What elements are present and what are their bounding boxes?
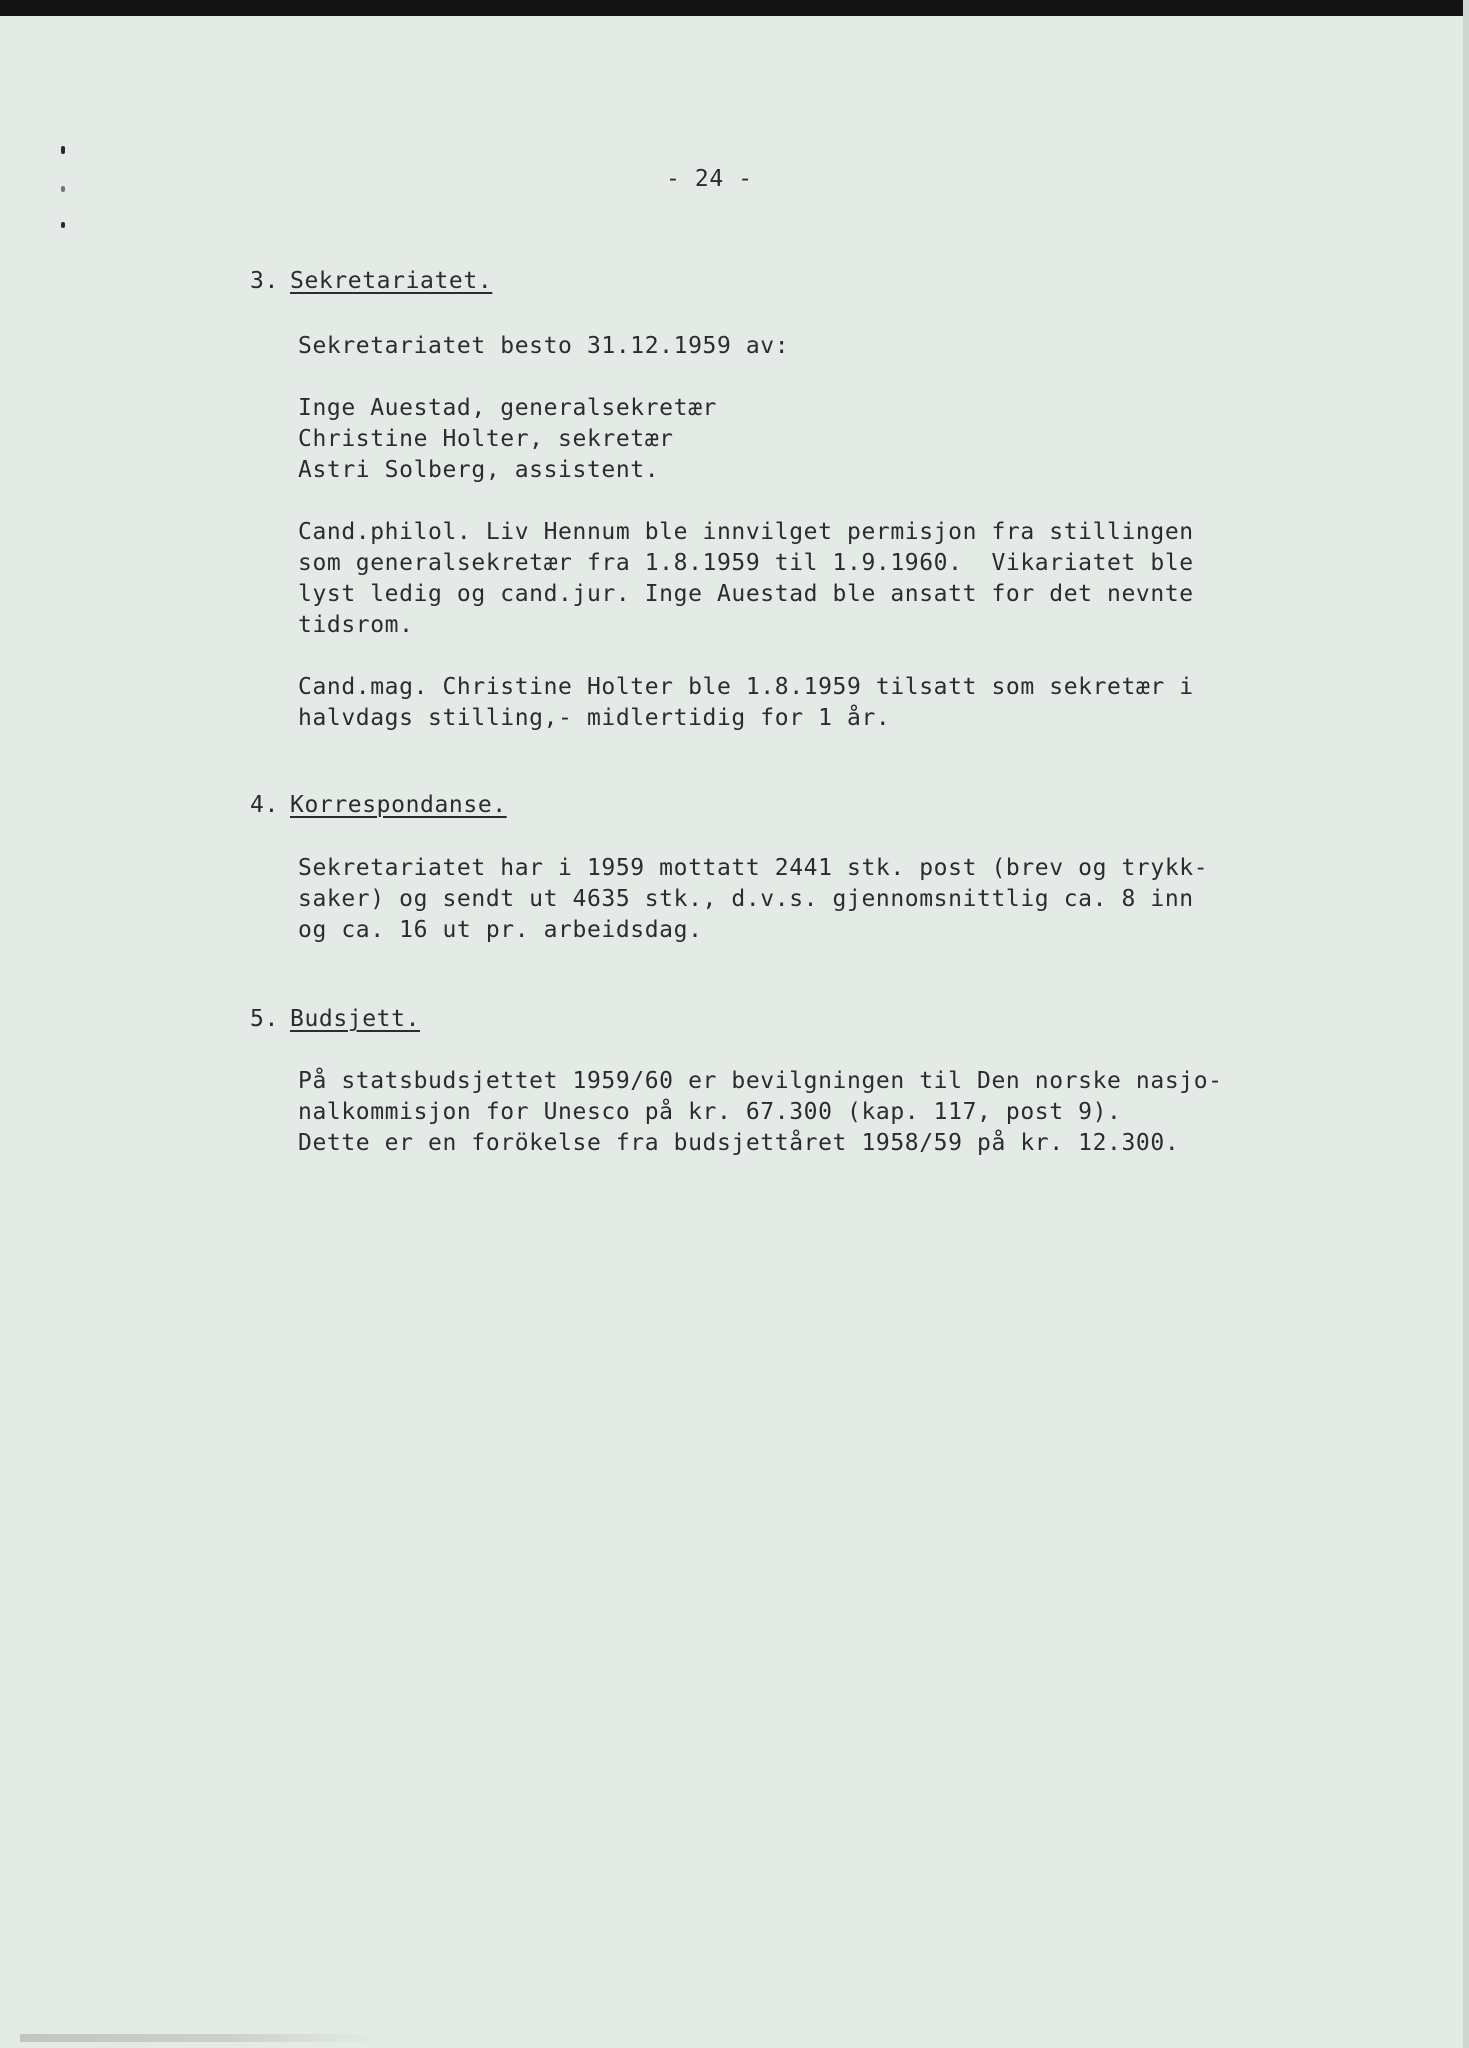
section-number: 3.	[250, 268, 279, 294]
paragraph-line: Dette er en forökelse fra budsjettåret 1958/59 på kr. 12.300.	[298, 1130, 1180, 1156]
staff-line: Inge Auestad, generalsekretær	[298, 395, 717, 421]
punch-mark	[61, 222, 65, 228]
scan-border-right	[1463, 0, 1469, 2048]
staff-line: Astri Solberg, assistent.	[298, 457, 660, 483]
paragraph-line: og ca. 16 ut pr. arbeidsdag.	[298, 917, 703, 943]
scan-smudge	[20, 2034, 380, 2042]
section-heading	[250, 1004, 420, 1035]
paragraph-line: På statsbudsjettet 1959/60 er bevilgningen til Den norske nasjo-	[298, 1068, 1223, 1094]
section-title: Korrespondanse.	[290, 792, 507, 818]
section-number: 4.	[250, 792, 279, 818]
paragraph-line: Cand.philol. Liv Hennum ble innvilget permisjon fra stillingen	[298, 519, 1194, 545]
paragraph-line: Sekretariatet besto 31.12.1959 av:	[298, 333, 790, 359]
paragraph-line: saker) og sendt ut 4635 stk., d.v.s. gjennomsnittlig ca. 8 inn	[298, 886, 1194, 912]
punch-mark	[61, 186, 65, 192]
paragraph-line: Cand.mag. Christine Holter ble 1.8.1959 tilsatt som sekretær i	[298, 674, 1194, 700]
paragraph-line: lyst ledig og cand.jur. Inge Auestad ble ansatt for det nevnte	[298, 581, 1194, 607]
paragraph-line: Sekretariatet har i 1959 mottatt 2441 stk. post (brev og trykk-	[298, 855, 1209, 881]
section-heading	[250, 266, 492, 297]
section-title: Budsjett.	[290, 1006, 421, 1032]
paragraph-line: som generalsekretær fra 1.8.1959 til 1.9.1960. Vikariatet ble	[298, 550, 1194, 576]
paragraph-line: nalkommisjon for Unesco på kr. 67.300 (kap. 117, post 9).	[298, 1099, 1122, 1125]
section-title: Sekretariatet.	[290, 268, 493, 294]
scan-border-top	[0, 0, 1469, 16]
punch-mark	[61, 146, 65, 154]
section-number: 5.	[250, 1006, 279, 1032]
paragraph-line: halvdags stilling,- midlertidig for 1 år.	[298, 705, 891, 731]
staff-line: Christine Holter, sekretær	[298, 426, 674, 452]
section-heading	[250, 790, 507, 821]
paragraph-line: tidsrom.	[298, 612, 414, 638]
page-number: - 24 -	[666, 166, 753, 192]
